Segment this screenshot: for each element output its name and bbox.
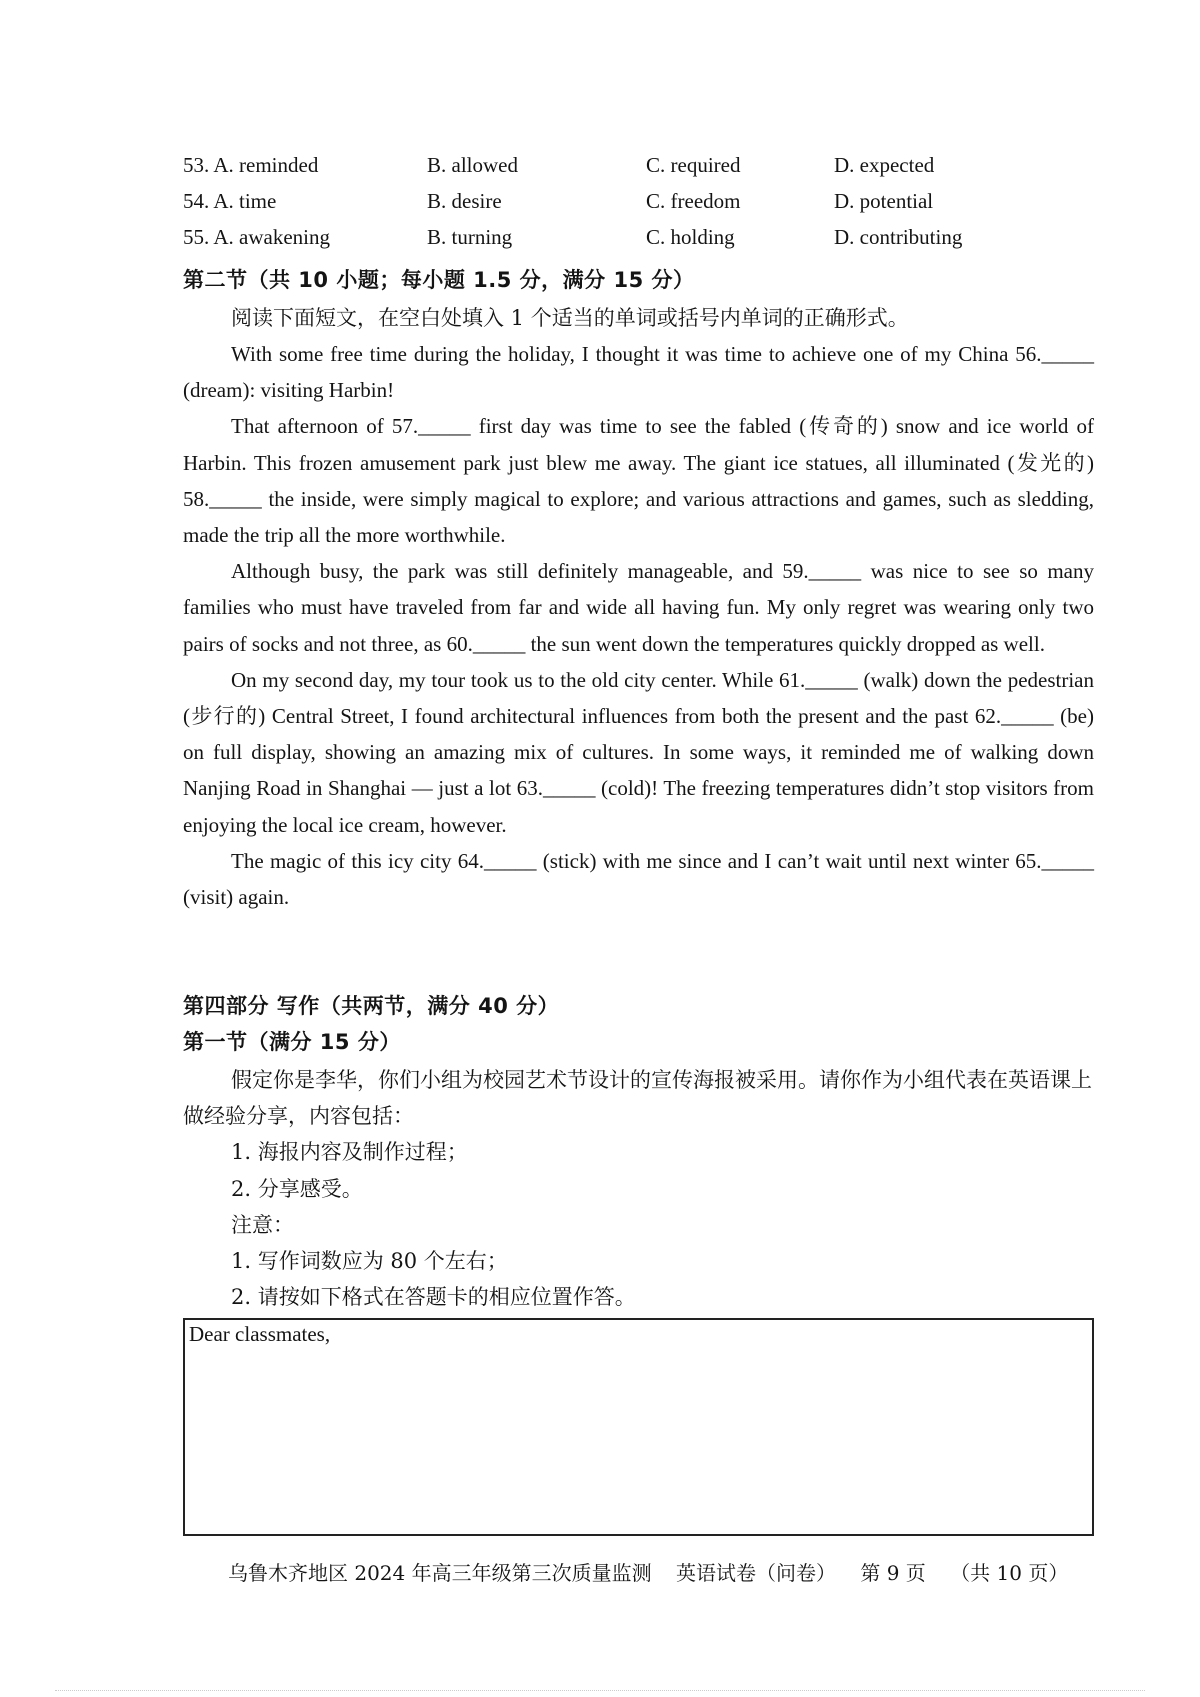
option-a: 53. A. reminded — [183, 153, 319, 177]
note-item: 2. 请按如下格式在答题卡的相应位置作答。 — [231, 1285, 636, 1310]
option-a: 55. A. awakening — [183, 225, 330, 249]
option-d: D. potential — [834, 189, 934, 213]
part4-heading: 第四部分 写作（共两节，满分 40 分） — [183, 994, 560, 1018]
section2-heading: 第二节（共 10 小题；每小题 1.5 分，满分 15 分） — [183, 268, 695, 292]
passage-paragraph: The magic of this icy city 64._____ (stick) with me since and I can’t wait until next winter 65._____ (visit) again. — [183, 848, 1094, 910]
passage-paragraph: With some free time during the holiday, I thought it was time to achieve one of my China 56._____ (dream): visiting Harbin! — [183, 342, 1094, 403]
option-a: 54. A. time — [183, 189, 277, 213]
option-c: C. holding — [646, 225, 735, 249]
passage-paragraph: That afternoon of 57._____ first day was time to see the fabled (传奇的) snow and ice world of Harbin. This frozen amusement park just blew me away. The giant ice statues, all illuminated (发光的) 58._____ the inside, were simply magical to explore; and various attractions and games, such as sledding, made the trip all the more worthwhile. — [183, 414, 1094, 548]
cloze-passage — [183, 336, 1094, 915]
footer-exam: 乌鲁木齐地区 2024 年高三年级第三次质量监测 — [228, 1561, 652, 1585]
note-label: 注意： — [231, 1212, 294, 1237]
bottom-divider — [55, 1690, 1145, 1691]
option-d: D. expected — [834, 153, 935, 177]
writing-prompt — [183, 1062, 1094, 1315]
prompt-text: 假定你是李华，你们小组为校园艺术节设计的宣传海报被采用。请你作为小组代表在英语课上做经验分享，内容包括： — [183, 1068, 1092, 1129]
prompt-point: 1. 海报内容及制作过程； — [231, 1140, 468, 1165]
option-b: B. turning — [427, 225, 513, 249]
answer-box — [183, 1318, 1094, 1536]
option-b: B. allowed — [427, 153, 518, 177]
prompt-point: 2. 分享感受。 — [231, 1176, 363, 1201]
option-c: C. freedom — [646, 189, 741, 213]
passage-paragraph: On my second day, my tour took us to the old city center. While 61._____ (walk) down the pedestrian (步行的) Central Street, I found architectural influences from both the present and the past 62._____ (be) on full display, showing an amazing mix of cultures. In some ways, it reminded me of walking down Nanjing Road in Shanghai — just a lot 63._____ (cold)! The freezing temperatures didn’t stop visitors from enjoying the local ice cream, however. — [183, 667, 1094, 837]
note-item: 1. 写作词数应为 80 个左右； — [231, 1249, 508, 1274]
option-b: B. desire — [427, 189, 502, 213]
question-54-row — [183, 189, 1083, 225]
part4-section1-heading: 第一节（满分 15 分） — [183, 1030, 401, 1054]
option-d: D. contributing — [834, 225, 963, 249]
passage-paragraph: Although busy, the park was still definitely manageable, and 59._____ was nice to see so many families who must have traveled from far and wide all having fun. My only regret was wearing only two pairs of socks and not three, as 60._____ the sun went down the temperatures quickly dropped as well. — [183, 559, 1094, 656]
page-footer — [228, 1557, 1086, 1586]
question-55-row — [183, 225, 1083, 261]
footer-total: （共 10 页） — [950, 1561, 1069, 1585]
instruction-text: 阅读下面短文，在空白处填入 1 个适当的单词或括号内单词的正确形式。 — [231, 306, 909, 330]
footer-subject: 英语试卷（问卷） — [675, 1561, 836, 1585]
question-53-row — [183, 153, 1083, 189]
multiple-choice-options — [183, 153, 1083, 261]
option-c: C. required — [646, 153, 741, 177]
salutation: Dear classmates, — [189, 1322, 331, 1346]
footer-page: 第 9 页 — [860, 1561, 926, 1585]
section2-instruction — [183, 300, 1094, 336]
